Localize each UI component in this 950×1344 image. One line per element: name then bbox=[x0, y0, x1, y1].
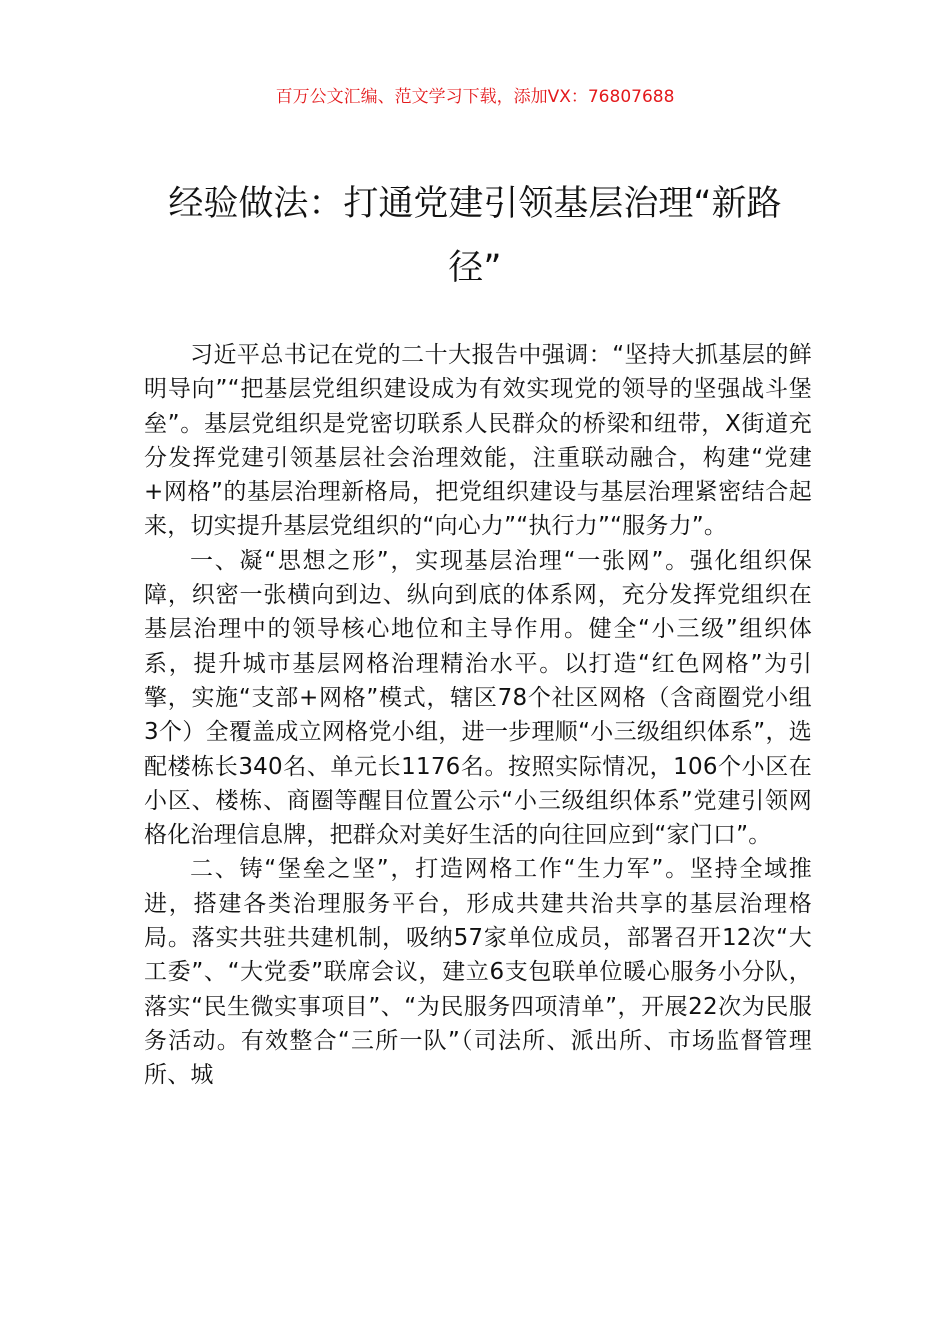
promo-banner: 百万公文汇编、范文学习下载，添加VX：76807688 bbox=[275, 87, 675, 107]
title-line-2: 径” bbox=[448, 248, 502, 288]
title-line-1: 经验做法：打通党建引领基层治理“新路 bbox=[168, 184, 782, 224]
document-body bbox=[144, 338, 812, 1093]
document-title bbox=[130, 172, 820, 300]
paragraph-section-1: 一、凝“思想之形”，实现基层治理“一张网”。强化组织保障，织密一张横向到边、纵向到底的体系网，充分发挥党组织在基层治理中的领导核心地位和主导作用。健全“小三级”组织体系，提升城市基层网格治理精治水平。以打造“红色网格”为引擎，实施“支部+网格”模式，辖区78个社区网格（含商圈党小组3个）全覆盖成立网格党小组，进一步理顺“小三级组织体系”，选配楼栋长340名、单元长1176名。按照实际情况，106个小区在小区、楼栋、商圈等醒目位置公示“小三级组织体系”党建引领网格化治理信息牌，把群众对美好生活的向往回应到“家门口”。 bbox=[144, 547, 812, 849]
paragraph-intro: 习近平总书记在党的二十大报告中强调：“坚持大抓基层的鲜明导向”“把基层党组织建设成为有效实现党的领导的坚强战斗堡垒”。基层党组织是党密切联系人民群众的桥梁和纽带，X街道充分发挥党建引领基层社会治理效能，注重联动融合，构建“党建+网格”的基层治理新格局，把党组织建设与基层治理紧密结合起来，切实提升基层党组织的“向心力”“执行力”“服务力”。 bbox=[144, 342, 812, 540]
paragraph-section-2: 二、铸“堡垒之坚”，打造网格工作“生力军”。坚持全域推进，搭建各类治理服务平台，形成共建共治共享的基层治理格局。落实共驻共建机制，吸纳57家单位成员，部署召开12次“大工委”、“大党委”联席会议，建立6支包联单位暖心服务小分队，落实“民生微实事项目”、“为民服务四项清单”，开展22次为民服务活动。有效整合“三所一队”（司法所、派出所、市场监督管理所、城 bbox=[144, 856, 812, 1089]
